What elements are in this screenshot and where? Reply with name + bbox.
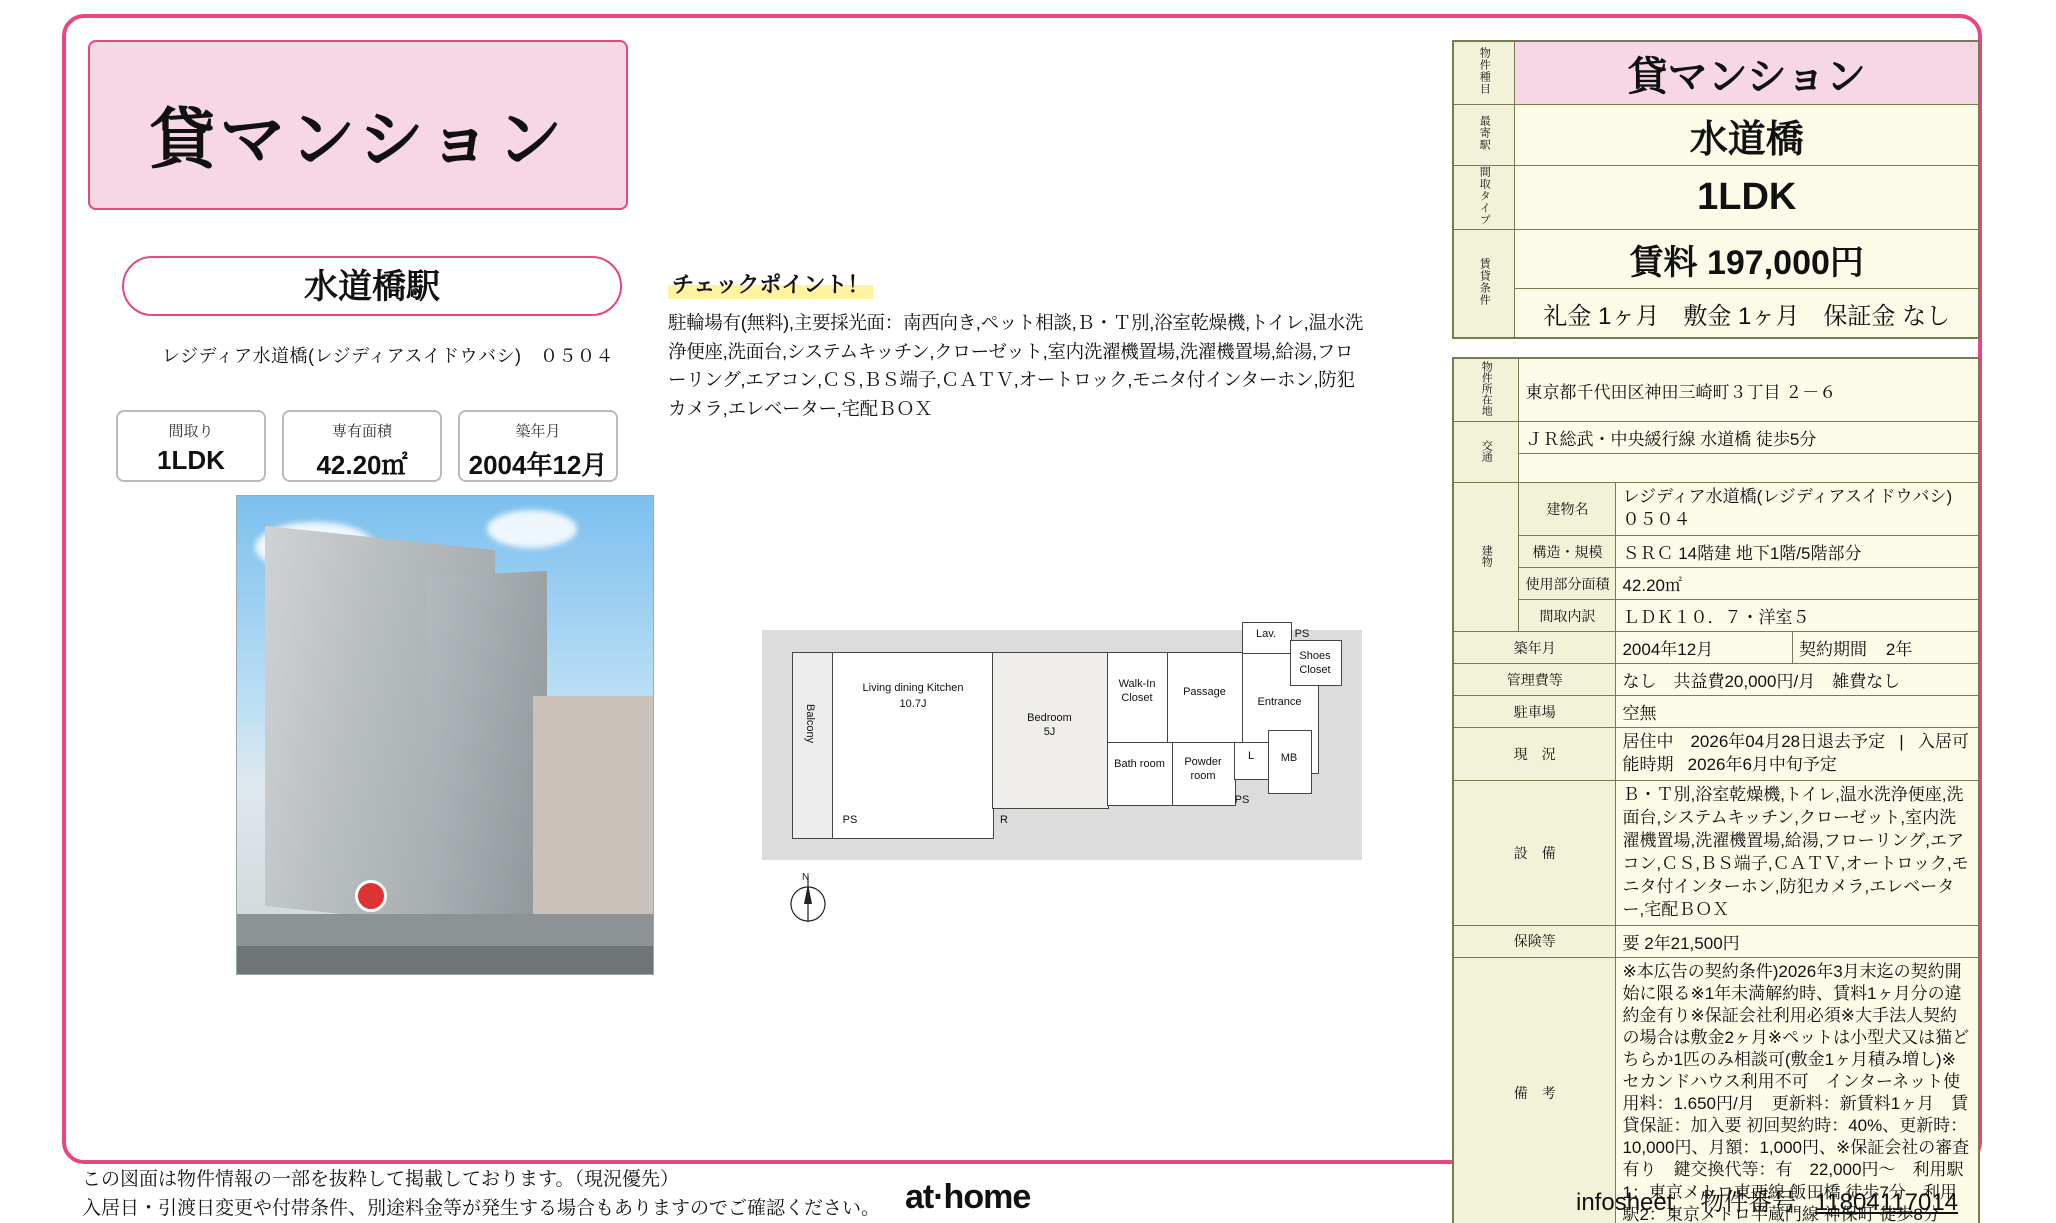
- value-madori: 1LDK: [1515, 166, 1979, 230]
- checkpoint-body: 駐輪場有(無料),主要採光面：南西向き,ペット相談,Ｂ・Ｔ別,浴室乾燥機,トイレ,温水洗浄便座,洗面台,システムキッチン,クローゼット,室内洗濯機置場,洗濯機置場,給湯,フローリング,エアコン,ＣＳ,ＢＳ端子,ＣＡＴＶ,オートロック,モニタ付インターホン,防犯カメラ,エレベーター,宅配ＢＯＸ: [668, 309, 1368, 424]
- label-balcony: Balcony: [802, 704, 816, 743]
- footer-disclaimer: [82, 1166, 880, 1223]
- traffic-sign-icon: [355, 880, 387, 912]
- building-facade-right: [427, 571, 547, 937]
- label-rent-conditions: [1453, 230, 1515, 339]
- summary-chips: [116, 410, 716, 482]
- label-equipment: 設 備: [1453, 780, 1616, 925]
- value-madori-breakdown: ＬＤＫ１０．７・洋室５: [1616, 600, 1979, 632]
- value-movein: 2026年6月中旬予定: [1688, 755, 1837, 774]
- table-row: [1453, 289, 1979, 339]
- label-walk-in-closet: Walk-In Closet: [1109, 678, 1165, 706]
- label-bath: Bath room: [1107, 758, 1172, 772]
- chip-madori-value: 1LDK: [118, 445, 264, 476]
- value-station: 水道橋: [1515, 105, 1979, 166]
- label-contract: 契約期間: [1799, 640, 1867, 659]
- label-built: 築年月: [1453, 632, 1616, 664]
- table-row: [1453, 166, 1979, 230]
- chip-madori: [116, 410, 266, 482]
- right-column: [1452, 40, 1992, 1223]
- table-row: [1453, 780, 1979, 925]
- value-remarks: ※本広告の契約条件)2026年3月末迄の契約開始に限る※1年未満解約時、賃料1ヶ月分の違約金有り※保証会社利用必須※大手法人契約の場合は敷金2ヶ月※ペットは小型犬又は猫どちらか1匹のみ相談可(敷金1ヶ月積み増し)※セカンドハウス利用不可 インターネット使用料：1.650円/月 更新料：新賃料1ヶ月 賃貸保証：加入要 初回契約時：40%、更新時：10,000円、月額：1,000円、※保証会社の審査有り 鍵交換代等：有 22,000円～ 利用駅1：東京メトロ東西線 飯田橋 徒歩7分 利用駅2：東京メトロ半蔵門線 神保町 徒歩8分: [1616, 957, 1979, 1223]
- room-ldk: [832, 652, 994, 839]
- label-madori: [1453, 166, 1515, 230]
- label-fee: 管理費等: [1453, 664, 1616, 696]
- value-fee: なし 共益費20,000円/月 雑費なし: [1616, 664, 1979, 696]
- label-l: L: [1234, 750, 1268, 764]
- label-madori-breakdown: 間取内訳: [1519, 600, 1616, 632]
- label-bedroom-size: 5J: [997, 726, 1102, 740]
- value-status-cell: 居住中 2026年04月28日退去予定 | 入居可能時期 2026年6月中旬予定: [1616, 728, 1979, 781]
- road-area: [237, 946, 653, 974]
- checkpoint-title: チェックポイント！: [668, 268, 873, 299]
- building-photo: [236, 495, 654, 975]
- label-parking: 駐車場: [1453, 696, 1616, 728]
- left-column: [88, 40, 728, 210]
- label-powder: Powder room: [1172, 756, 1234, 784]
- table-row: [1453, 422, 1979, 454]
- table-row: [1453, 483, 1979, 536]
- table-row: [1453, 230, 1979, 289]
- chip-area-label: 専有面積: [284, 420, 440, 441]
- property-type-title: 貸マンション: [90, 86, 626, 181]
- label-lavatory: Lav.: [1242, 628, 1290, 642]
- room-balcony: [792, 652, 834, 839]
- compass-icon: [780, 870, 836, 926]
- value-building-name: レジディア水道橋(レジディアスイドウバシ) ０５０４: [1616, 483, 1979, 536]
- value-structure: ＳＲＣ 14階建 地下1階/5階部分: [1616, 536, 1979, 568]
- value-area: 42.20㎡: [1616, 568, 1979, 600]
- value-status: 居住中 2026年04月28日退去予定: [1622, 732, 1885, 751]
- label-bedroom: Bedroom: [997, 712, 1102, 726]
- infosheet-row: [1576, 1182, 1958, 1217]
- property-type-box: [88, 40, 628, 210]
- label-madori-text: 間取タイプ: [1478, 166, 1490, 226]
- footer-disclaimer-line1: この図面は物件情報の一部を抜粋して掲載しております。（現況優先）: [82, 1166, 880, 1195]
- label-ps-1: PS: [840, 814, 860, 828]
- table-row: [1453, 925, 1979, 957]
- table-row: [1453, 600, 1979, 632]
- label-rent-conditions-text: 賃貸条件: [1478, 258, 1490, 306]
- label-movein: 入居可能時期: [1622, 732, 1968, 774]
- label-remarks: 備 考: [1453, 957, 1616, 1223]
- floor-plan: [762, 630, 1372, 920]
- chip-madori-label: 間取り: [118, 420, 264, 441]
- table-row: [1453, 105, 1979, 166]
- label-mb: MB: [1268, 752, 1310, 766]
- chip-area: [282, 410, 442, 482]
- table-row: [1453, 696, 1979, 728]
- label-r: R: [994, 814, 1014, 828]
- cloud-shape: [487, 510, 577, 548]
- table-row: [1453, 568, 1979, 600]
- label-passage: Passage: [1167, 686, 1242, 700]
- label-status: 現 況: [1453, 728, 1616, 781]
- value-insurance: 要 2年21,500円: [1616, 925, 1979, 957]
- value-conditions: 礼金 1ヶ月 敷金 1ヶ月 保証金 なし: [1515, 289, 1979, 339]
- label-area: 使用部分面積: [1519, 568, 1616, 600]
- building-name: レジディア水道橋(レジディアスイドウバシ) ０５０４: [108, 342, 668, 368]
- table-row: [1453, 454, 1979, 483]
- svg-text:N: N: [802, 872, 809, 883]
- label-insurance: 保険等: [1453, 925, 1616, 957]
- value-property-type: 貸マンション: [1515, 41, 1979, 105]
- label-shoes-closet: Shoes Closet: [1290, 650, 1340, 678]
- label-property-type-text: 物件種目: [1478, 47, 1490, 95]
- label-building: [1453, 483, 1519, 632]
- value-address: 東京都千代田区神田三崎町３丁目 ２－６: [1519, 358, 1979, 422]
- property-no-value: 11804117014: [1815, 1189, 1958, 1216]
- label-ldk-size: 10.7J: [842, 698, 984, 712]
- chip-built-label: 築年月: [460, 420, 616, 441]
- table-row: [1453, 632, 1979, 664]
- label-address: [1453, 358, 1519, 422]
- table-row: [1453, 41, 1979, 105]
- label-station-text: 最寄駅: [1478, 115, 1490, 151]
- adjacent-building: [533, 696, 653, 936]
- property-no-label: 物件番号: [1700, 1189, 1796, 1216]
- label-building-name: 建物名: [1519, 483, 1616, 536]
- value-parking: 空無: [1616, 696, 1979, 728]
- table-row: [1453, 536, 1979, 568]
- athome-logo: at·home: [905, 1178, 1030, 1217]
- station-badge: 水道橋駅: [122, 256, 622, 316]
- label-access: [1453, 422, 1519, 483]
- label-ps-3: PS: [1292, 628, 1312, 642]
- label-building-text: 建物: [1480, 545, 1492, 567]
- label-property-type: [1453, 41, 1515, 105]
- value-built: 2004年12月: [1616, 632, 1793, 664]
- room-bath: [1107, 742, 1174, 806]
- label-access-text: 交通: [1480, 440, 1492, 462]
- value-access-2: [1519, 454, 1979, 483]
- value-access-1: ＪＲ総武・中央緩行線 水道橋 徒歩5分: [1519, 422, 1979, 454]
- chip-built-value: 2004年12月: [460, 445, 616, 482]
- chip-area-value: 42.20㎡: [284, 445, 440, 482]
- value-contract: 2年: [1886, 640, 1912, 659]
- label-station: [1453, 105, 1515, 166]
- table-row: [1453, 728, 1979, 781]
- chip-built: [458, 410, 618, 482]
- value-contract-wrap: [1792, 632, 1979, 664]
- value-rent: 賃料 197,000円: [1515, 230, 1979, 289]
- infosheet-label: infosheet: [1576, 1189, 1673, 1216]
- details-table: [1452, 357, 1980, 1223]
- label-ldk: Living dining Kitchen: [842, 682, 984, 696]
- footer-disclaimer-line2: 入居日・引渡日変更や付帯条件、別途料金等が発生する場合もありますのでご確認ください。: [82, 1195, 880, 1223]
- checkpoint-section: [668, 268, 1368, 424]
- label-entrance: Entrance: [1242, 696, 1317, 710]
- table-row: [1453, 358, 1979, 422]
- label-structure: 構造・規模: [1519, 536, 1616, 568]
- summary-table: [1452, 40, 1980, 339]
- label-address-text: 物件所在地: [1480, 361, 1492, 416]
- table-row: [1453, 664, 1979, 696]
- value-equipment: Ｂ・Ｔ別,浴室乾燥機,トイレ,温水洗浄便座,洗面台,システムキッチン,クローゼット,室内洗濯機置場,洗濯機置場,給湯,フローリング,エアコン,ＣＳ,ＢＳ端子,ＣＡＴＶ,オートロック,モニタ付インターホン,防犯カメラ,エレベーター,宅配ＢＯＸ: [1616, 780, 1979, 925]
- label-ps-2: PS: [1232, 794, 1252, 808]
